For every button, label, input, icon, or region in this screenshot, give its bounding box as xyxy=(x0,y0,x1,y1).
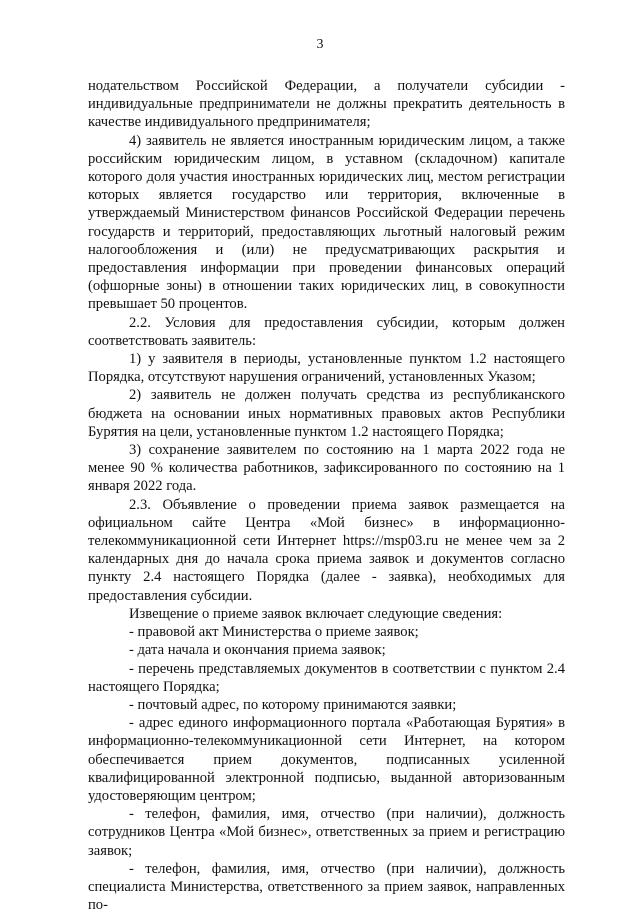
paragraph-notice-intro: Извещение о приеме заявок включает следующие сведения: xyxy=(129,605,503,622)
paragraph-condition-1: 1) у заявителя в периоды, установленные пунктом 1.2 настоящего Порядка, отсутствуют нарушения ограничений, установленных Указом; xyxy=(88,351,565,386)
paragraph-condition-2: 2) заявитель не должен получать средства из республиканского бюджета на основании иных нормативных правовых актов Республики Бурятия на цели, установленные пунктом 1.2 настоящего Порядка; xyxy=(88,387,565,440)
list-item-postal-address: - почтовый адрес, по которому принимаются заявки; xyxy=(129,696,457,713)
paragraph-condition-3: 3) сохранение заявителем по состоянию на 1 марта 2022 года не менее 90 % количества работников, зафиксированного по состоянию на 1 января 2022 года. xyxy=(88,442,565,495)
list-item-portal-address: - адрес единого информационного портала «Работающая Бурятия» в информационно-телекоммуникационной сети Интернет, на котором обеспечивается прием документов, подписанных усиленной квалифицированной электронной подписью, выданной авторизованным удостоверяющим центром; xyxy=(88,715,565,804)
list-item-ministry-contacts: - телефон, фамилия, имя, отчество (при наличии), должность специалиста Министерства, ответственного за прием заявок, направленных по- xyxy=(88,860,565,914)
list-item-documents: - перечень представляемых документов в соответствии с пунктом 2.4 настоящего Порядка; xyxy=(88,660,565,695)
paragraph-2-3-announcement: 2.3. Объявление о проведении приема заявок размещается на официальном сайте Центра «Мой бизнес» в информационно-телекоммуникационной сети Интернет https://msp03.ru не менее чем за 2 календарных дня до начала срока приема заявок и документов согласно пункту 2.4 настоящего Порядка (далее - заявка), необходимых для предоставления субсидии. xyxy=(88,496,565,604)
list-item-legal-act: - правовой акт Министерства о приеме заявок; xyxy=(129,624,419,641)
paragraph-2-2-conditions: 2.2. Условия для предоставления субсидии, которым должен соответствовать заявитель: xyxy=(88,314,565,349)
paragraph-item-4-foreign-entity: 4) заявитель не является иностранным юридическим лицом, а также российским юридическим лицом, в уставном (складочном) капитале которого доля участия иностранных юридических лиц, местом регистрации которых является государство или территория, включенные в утверждаемый Министерством финансов Российской Федерации перечень государств и территорий, предоставляющих льготный налоговый режим налогообложения и (или) не предусматривающих раскрытия и предоставления информации при проведении финансовых операций (офшорные зоны) в отношении таких юридических лиц, в совокупности превышает 50 процентов. xyxy=(88,132,565,313)
paragraph-continuation: нодательством Российской Федерации, а получатели субсидии - индивидуальные предприниматели не должны прекратить деятельность в качестве индивидуального предпринимателя; xyxy=(88,78,565,131)
list-item-dates: - дата начала и окончания приема заявок; xyxy=(129,642,386,659)
document-body xyxy=(88,77,565,914)
page-number: 3 xyxy=(316,37,324,52)
list-item-center-contacts: - телефон, фамилия, имя, отчество (при наличии), должность сотрудников Центра «Мой бизнес», ответственных за прием и регистрацию заявок; xyxy=(88,806,565,859)
